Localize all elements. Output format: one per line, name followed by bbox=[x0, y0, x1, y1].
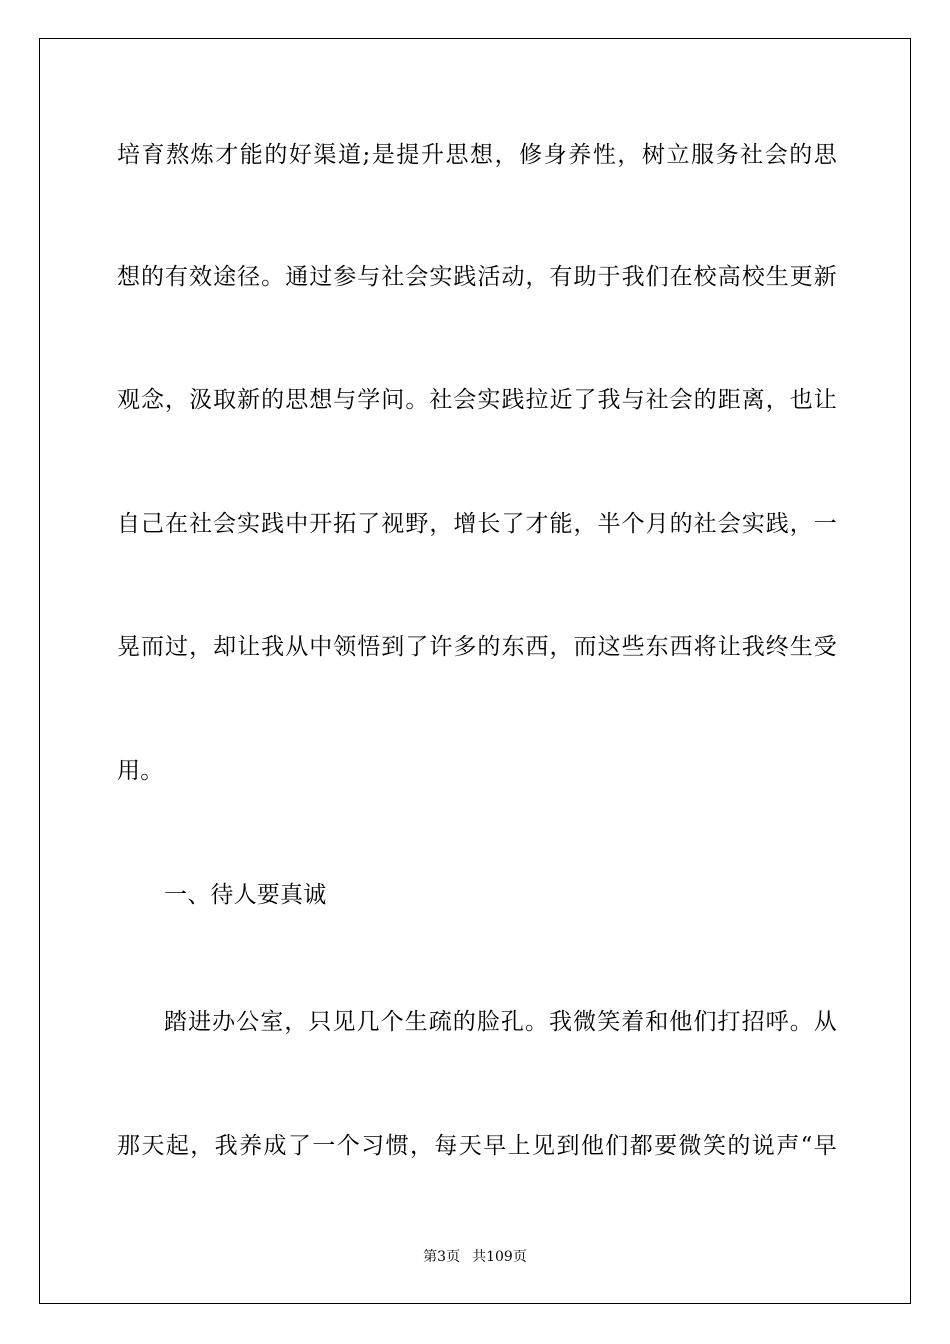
page-total: 共109页 bbox=[472, 1249, 527, 1265]
page-border bbox=[39, 38, 911, 1304]
body-text-line-2: 想的有效途径。通过参与社会实践活动，有助于我们在校高校生更新 bbox=[117, 264, 837, 290]
page-number: 第3页 bbox=[423, 1249, 461, 1265]
body-text-line-8: 那天起，我养成了一个习惯，每天早上见到他们都要微笑的说声“早 bbox=[117, 1133, 837, 1159]
body-text-line-4: 自己在社会实践中开拓了视野，增长了才能，半个月的社会实践，一 bbox=[117, 511, 837, 537]
section-heading: 一、待人要真诚 bbox=[164, 882, 327, 908]
page-footer bbox=[0, 1248, 950, 1266]
body-text-line-7: 踏进办公室，只见几个生疏的脸孔。我微笑着和他们打招呼。从 bbox=[164, 1009, 837, 1035]
body-text-line-1: 培育熬炼才能的好渠道;是提升思想，修身养性，树立服务社会的思 bbox=[117, 142, 837, 168]
body-text-line-5: 晃而过，却让我从中领悟到了许多的东西，而这些东西将让我终生受 bbox=[117, 634, 837, 660]
body-text-line-6: 用。 bbox=[117, 758, 164, 784]
body-text-line-3: 观念，汲取新的思想与学问。社会实践拉近了我与社会的距离，也让 bbox=[117, 387, 837, 413]
